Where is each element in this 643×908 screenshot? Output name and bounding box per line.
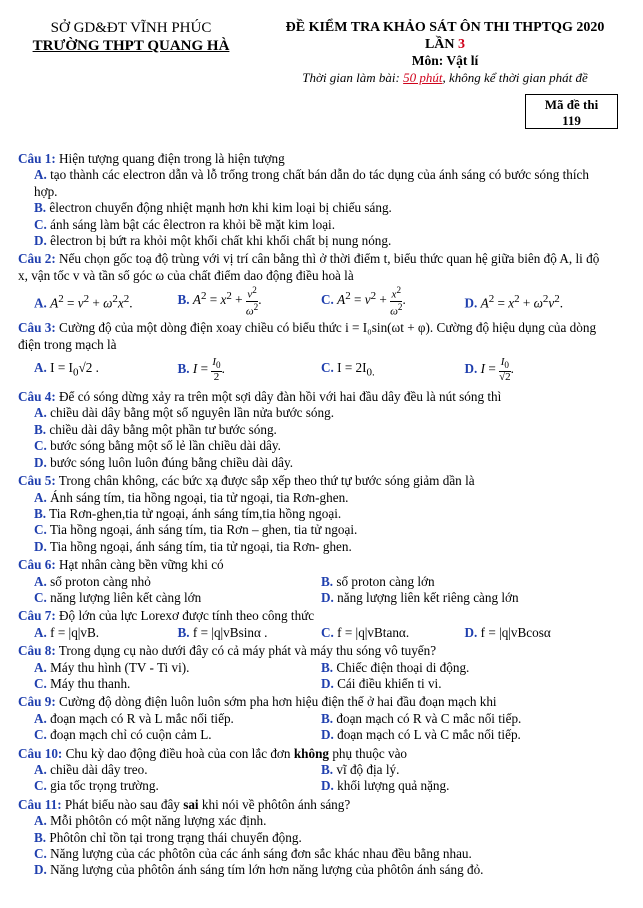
option: D. Năng lượng của phôtôn ánh sáng tím lớn hơn năng lượng của phôtôn ánh sáng đỏ. [34, 862, 484, 878]
option: C. gia tốc trọng trường. [34, 778, 159, 794]
exam-time: Thời gian làm bài: 50 phút, không kể thời gian phát đề [302, 70, 588, 85]
option: A. chiều dài dây treo. [34, 762, 148, 777]
option: C. ánh sáng làm bật các êlectron ra khỏi bề mặt kim loại. [34, 216, 336, 232]
option: D. $A^2 = x^2 + \omega^2v^2$. [464, 292, 564, 311]
question-9: Câu 9: Cường độ dòng điện luôn luôn sớm pha hơn hiệu điện thế ở hai đầu đoạn mạch khi A. đoạn mạch có R và L mắc nối tiếp. B. đoạn mạch có R và C mắc nối tiếp. C. đoạn mạch chỉ có cuộn cảm L. D. đoạn mạch có L và C mắc nối tiếp. [18, 694, 608, 743]
option: C. $A^2 = v^2$ + $\frac{x^2}{\omega^2}$ . [321, 285, 406, 318]
question-7: Câu 7: Độ lớn của lực Lorexơ được tính theo công thức A. f = |q|vB. B. f = |q|vBsinα . C. f = |q|vBtanα. D. f = |q|vBcosα [18, 608, 608, 641]
exam-code-value: 119 [562, 113, 581, 128]
option: D. I = $\frac{I_0}{√2}$ . [464, 355, 514, 384]
option: D. đoạn mạch có L và C mắc nối tiếp. [321, 727, 521, 743]
option: C. Năng lượng của các phôtôn của các ánh sáng đơn sắc khác nhau đều bằng nhau. [34, 846, 472, 862]
option: A. Mỗi phôtôn có một năng lượng xác định. [34, 813, 267, 829]
option: B. số proton càng lớn [321, 573, 435, 589]
option: D. êlectron bị bứt ra khỏi một khối chất khi khối chất bị nung nóng. [34, 233, 392, 249]
question-4: Câu 4: Để có sóng dừng xảy ra trên một sợi dây đàn hồi với hai đầu dây đều là nút sóng thì A. chiều dài dây bằng một số nguyên lần nửa bước sóng. B. chiều dài dây bằng một phần tư bước sóng. C. bước sóng bằng một số lẻ lần chiều dài dây. D. bước sóng luôn luôn đúng bằng chiều dài dây. [18, 389, 608, 471]
question-6: Câu 6: Hạt nhân càng bền vững khi có A. số proton càng nhỏ B. số proton càng lớn C. năng lượng liên kết càng lớn D. năng lượng liên kết riêng càng lớn [18, 557, 608, 606]
option: B. f = |q|vBsinα . [177, 624, 268, 640]
question-10: Câu 10: Chu kỳ dao động điều hoà của con lắc đơn không phụ thuộc vào A. chiều dài dây treo. B. vĩ độ địa lý. C. gia tốc trọng trường. D. khối lượng quả nặng. [18, 746, 608, 795]
question-1: Câu 1: Hiện tượng quang điện trong là hiện tượng A. tạo thành các electron dẫn và lỗ trống trong chất bán dẫn do tác dụng của ánh sáng có bước sóng thích hợp. B. êlectron chuyển động nhiệt mạnh hơn khi kim loại bị chiếu sáng. C. ánh sáng làm bật các êlectron ra khỏi bề mặt kim loại. D. êlectron bị bứt ra khỏi một khối chất khi khối chất bị nung nóng. [18, 151, 608, 249]
option: A. đoạn mạch có R và L mắc nối tiếp. [34, 710, 234, 726]
question-3: Câu 3: Cường độ của một dòng điện xoay chiều có biểu thức i = I₀sin(ωt + φ). Cường độ hiệu dụng của dòng điện trong mạch là A. $I = I_0√2$ . B. I = $\frac{I_0}{2}$ . C. $I = 2I_{0.}$ D. I = $\frac{I_0}{√2}$ . [18, 320, 608, 387]
question-2: Câu 2: Nếu chọn gốc toạ độ trùng với vị trí cân bằng thì ở thời điểm t, biểu thức quan hệ giữa biên độ A, li độ x, vận tốc v và tần số góc ω của chất điểm dao động điều hoà là A. $A^2 = v^2 + \omega^2x^2$. B. $A^2 = x^2$ + $\frac{v^2}{\omega^2}$ . C. $A^2 = v^2$ + $\frac{x^2}{\omega^2}$ . D. $A^2 = x^2 + \omega^2v^2$. [18, 251, 608, 318]
option: A. $I = I_0√2$ . [34, 359, 99, 379]
option: C. $I = 2I_{0.}$ [321, 359, 375, 379]
option: C. năng lượng liên kết càng lớn [34, 589, 202, 605]
option: C. f = |q|vBtanα. [321, 624, 410, 640]
formula-options [18, 284, 608, 318]
exam-code-box [525, 94, 618, 129]
option: A. số proton càng nhỏ [34, 573, 151, 589]
question-5: Câu 5: Trong chân không, các bức xạ được sắp xếp theo thứ tự bước sóng giảm dần là A. Ánh sáng tím, tia hồng ngoại, tia tử ngoại, tia Rơn-ghen. B. Tia Rơn-ghen,tia tử ngoại, ánh sáng tím,tia hồng ngoại. C. Tia hồng ngoại, ánh sáng tím, tia Rơn – ghen, tia tử ngoại. D. Tia hồng ngoại, ánh sáng tím, tia tử ngoại, tia Rơn- ghen. [18, 473, 608, 555]
option: D. bước sóng luôn luôn đúng bằng chiều dài dây. [34, 454, 294, 470]
option: B. đoạn mạch có R và C mắc nối tiếp. [321, 710, 522, 726]
option: D. Cái điều khiển ti vi. [321, 675, 442, 691]
option: C. bước sóng bằng một số lẻ lần chiều dài dây. [34, 438, 281, 454]
option: B. Tia Rơn-ghen,tia tử ngoại, ánh sáng tím,tia hồng ngoại. [34, 505, 342, 521]
formula-options [18, 353, 608, 387]
option: D. năng lượng liên kết riêng càng lớn [321, 589, 519, 605]
exam-code-label: Mã đề thi [544, 97, 599, 112]
option: B. $A^2 = x^2$ + $\frac{v^2}{\omega^2}$ . [177, 285, 262, 318]
option: A. tạo thành các electron dẫn và lỗ trống trong chất bán dẫn do tác dụng của ánh sáng có bước sóng thích hợp. [34, 167, 590, 199]
option: A. $A^2 = v^2 + \omega^2x^2$. [34, 292, 133, 311]
option: D. f = |q|vBcosα [464, 624, 551, 640]
option: A. Máy thu hình (TV - Ti vi). [34, 659, 190, 675]
exam-round: LẦN 3 [424, 37, 466, 52]
header-right [262, 20, 628, 86]
questions-list [18, 151, 608, 879]
option: C. đoạn mạch chỉ có cuộn cảm L. [34, 727, 212, 743]
option: B. Chiếc điện thoại di động. [321, 659, 470, 675]
department-name: SỞ GD&ĐT VĨNH PHÚC [50, 20, 212, 36]
question-11: Câu 11: Phát biểu nào sau đây sai khi nói về phôtôn ánh sáng? A. Mỗi phôtôn có một năng lượng xác định. B. Phôtôn chỉ tồn tại trong trạng thái chuyển động. C. Năng lượng của các phôtôn của các ánh sáng đơn sắc khác nhau đều bằng nhau. D. Năng lượng của phôtôn ánh sáng tím lớn hơn năng lượng của phôtôn ánh sáng đỏ. [18, 797, 608, 879]
option: C. Tia hồng ngoại, ánh sáng tím, tia Rơn – ghen, tia tử ngoại. [34, 522, 358, 538]
option: A. f = |q|vB. [34, 624, 100, 640]
exam-title: ĐỀ KIỂM TRA KHẢO SÁT ÔN THI THPTQG 2020 [285, 20, 605, 35]
option: B. vĩ độ địa lý. [321, 762, 400, 777]
option: B. I = $\frac{I_0}{2}$ . [177, 355, 225, 384]
option: D. Tia hồng ngoại, ánh sáng tím, tia tử ngoại, tia Rơn- ghen. [34, 538, 352, 554]
exam-subject: Môn: Vật lí [411, 53, 479, 68]
school-name: TRƯỜNG THPT QUANG HÀ [32, 38, 230, 54]
option: A. Ánh sáng tím, tia hồng ngoại, tia tử ngoại, tia Rơn-ghen. [34, 489, 349, 505]
option: A. chiều dài dây bằng một số nguyên lần nửa bước sóng. [34, 405, 334, 421]
option: B. Phôtôn chỉ tồn tại trong trạng thái chuyển động. [34, 829, 302, 845]
option: B. chiều dài dây bằng một phần tư bước sóng. [34, 421, 277, 437]
option: B. êlectron chuyển động nhiệt mạnh hơn khi kim loại bị chiếu sáng. [34, 200, 392, 216]
option: D. khối lượng quả nặng. [321, 778, 450, 794]
question-8: Câu 8: Trong dụng cụ nào dưới đây có cả máy phát và máy thu sóng vô tuyến? A. Máy thu hình (TV - Ti vi). B. Chiếc điện thoại di động. C. Máy thu thanh. D. Cái điều khiển ti vi. [18, 643, 608, 692]
header-left [0, 20, 262, 55]
option: C. Máy thu thanh. [34, 675, 131, 691]
